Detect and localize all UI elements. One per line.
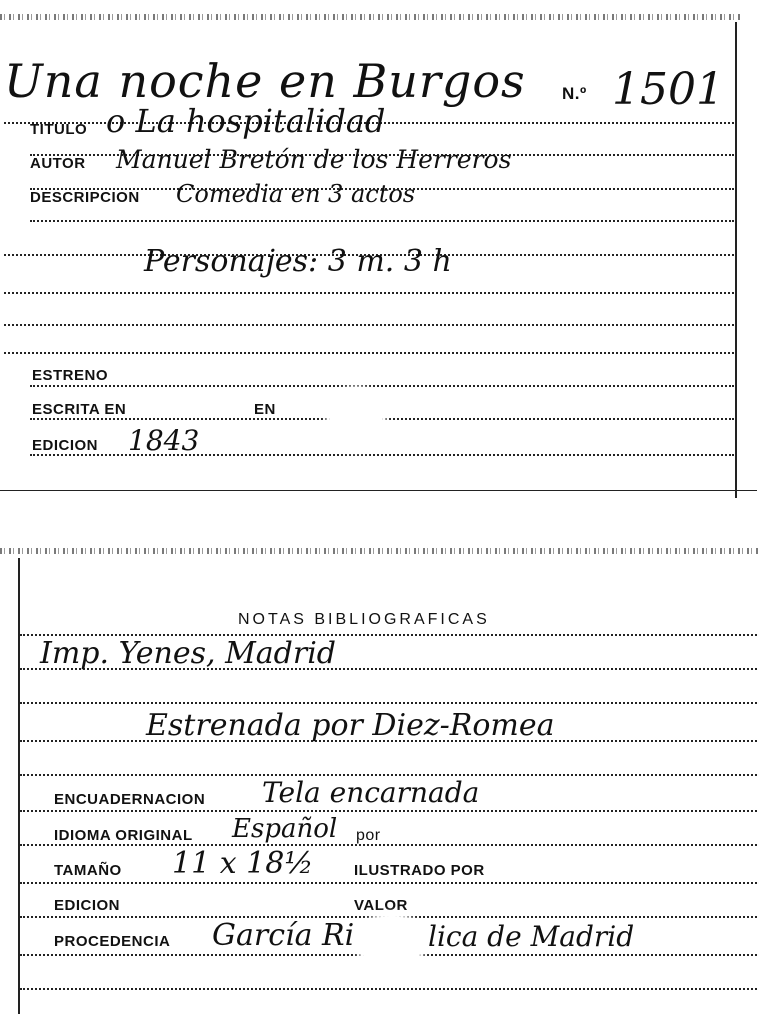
rule-line (4, 352, 734, 354)
field-label-tamano: TAMAÑO (54, 862, 122, 879)
catalog-card-back (0, 548, 759, 1018)
field-value-edicion: 1843 (128, 424, 200, 457)
field-value-titulo: o La hospitalidad (106, 102, 386, 140)
characters-note: Personajes: 3 m. 3 h (144, 244, 452, 279)
erased-smudge (360, 916, 422, 970)
field-label-encuadernacion: ENCUADERNACION (54, 791, 206, 808)
erased-smudge (330, 390, 382, 448)
rule-line (30, 418, 734, 420)
card-top-edge (0, 548, 759, 554)
field-label-valor: VALOR (354, 897, 408, 914)
rule-line (4, 292, 734, 294)
rule-line (20, 810, 757, 812)
card-number: 1501 (612, 64, 724, 115)
field-value-encuadernacion: Tela encarnada (262, 776, 480, 809)
field-label-escrita: ESCRITA EN (32, 401, 127, 418)
catalog-card-front (0, 14, 740, 494)
field-label-descripcion: DESCRIPCION (30, 189, 140, 206)
rule-line (30, 220, 734, 222)
notes-heading: NOTAS BIBLIOGRAFICAS (238, 611, 490, 628)
field-label-ilustrado: ILUSTRADO POR (354, 862, 485, 879)
note-imprenta: Imp. Yenes, Madrid (40, 636, 337, 671)
field-label-por: por (356, 827, 381, 844)
card-bottom-border (0, 490, 757, 491)
field-label-en: EN (254, 401, 276, 418)
field-value-descripcion: Comedia en 3 actos (176, 180, 416, 208)
card-top-edge (0, 14, 740, 20)
field-label-titulo: TITULO (30, 121, 88, 138)
rule-line (30, 385, 734, 387)
handwritten-title: Una noche en Burgos (4, 54, 526, 108)
field-label-edicion: EDICION (32, 437, 99, 454)
field-value-procedencia-2: lica de Madrid (428, 920, 635, 953)
field-value-procedencia-1: García Ri (212, 918, 355, 953)
field-label-estreno: ESTRENO (32, 367, 109, 384)
card-left-border (18, 558, 20, 1014)
rule-line (20, 702, 757, 704)
number-label: N.º (562, 84, 587, 103)
field-label-procedencia: PROCEDENCIA (54, 933, 171, 950)
field-label-idioma: IDIOMA ORIGINAL (54, 827, 193, 844)
field-value-idioma: Español (232, 814, 338, 844)
rule-line (4, 324, 734, 326)
note-estrenada: Estrenada por Diez-Romea (146, 708, 555, 743)
rule-line (20, 988, 757, 990)
field-label-autor: AUTOR (30, 155, 86, 172)
field-value-tamano: 11 x 18½ (172, 846, 314, 881)
field-value-autor: Manuel Bretón de los Herreros (116, 145, 512, 174)
rule-line (20, 882, 757, 884)
card-right-border (735, 22, 737, 498)
rule-line (20, 844, 757, 846)
field-label-edicion-2: EDICION (54, 897, 121, 914)
